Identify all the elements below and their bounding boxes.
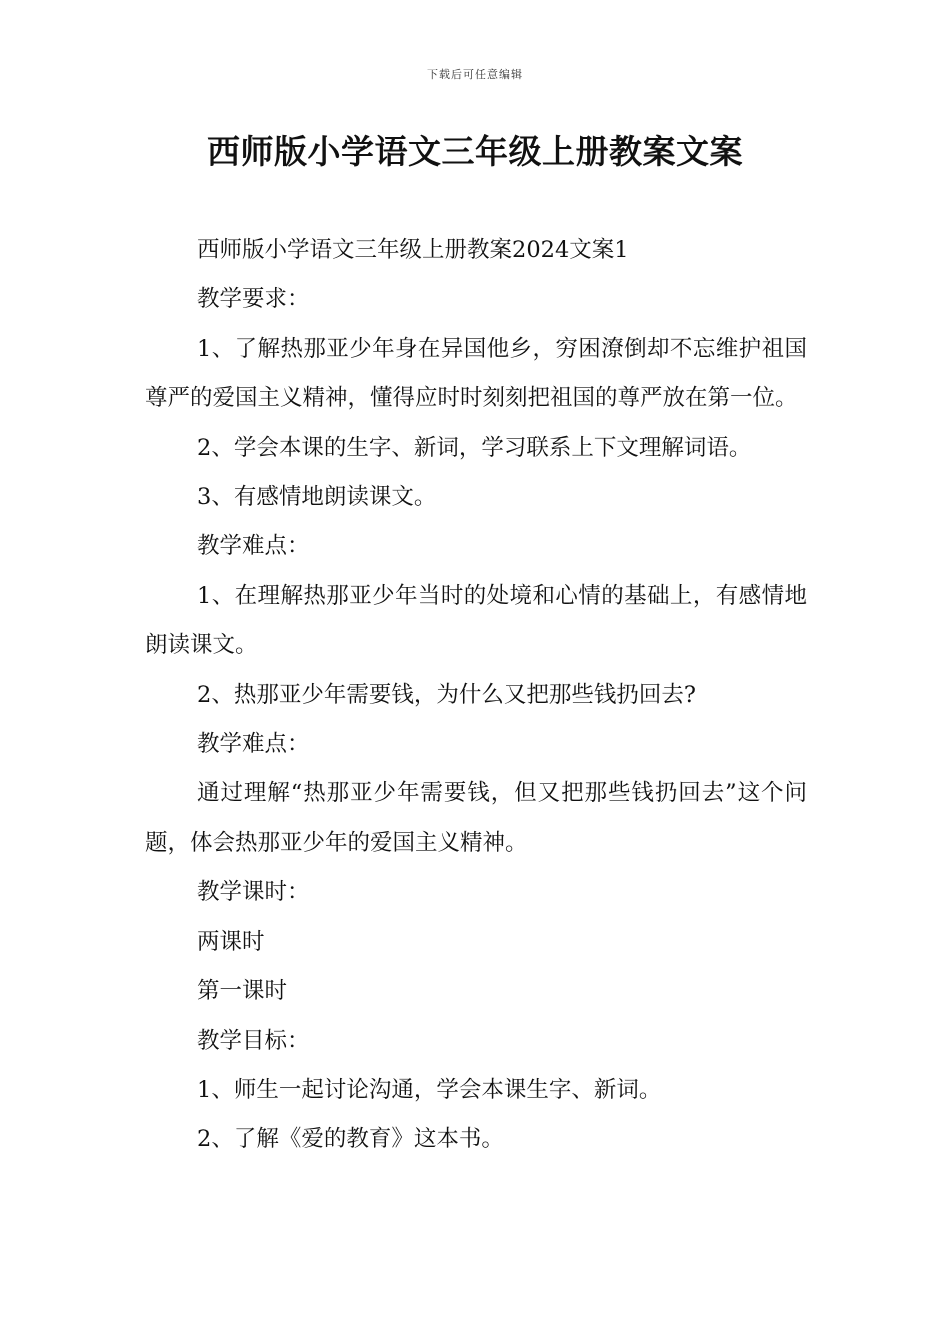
paragraph-requirement-2: 2、学会本课的生字、新词，学习联系上下文理解词语。 bbox=[197, 434, 752, 461]
paragraph-heading-difficulties: 教学难点： bbox=[197, 533, 310, 560]
paragraph-difficulty-2: 2、热那亚少年需要钱，为什么又把那些钱扔回去? bbox=[197, 681, 696, 708]
paragraph-difficulty-detail: 通过理解“热那亚少年需要钱，但又把那些钱扔回去”这个问题，体会热那亚少年的爱国主义精神。 bbox=[145, 780, 807, 856]
paragraph-periods: 两课时 bbox=[197, 928, 265, 955]
paragraph-requirement-3: 3、有感情地朗读课文。 bbox=[197, 484, 437, 511]
document-title: 西师版小学语文三年级上册教案文案 bbox=[207, 132, 743, 171]
paragraph-heading-objectives: 教学目标： bbox=[197, 1027, 310, 1054]
paragraph-heading-difficulties-2: 教学难点： bbox=[197, 731, 310, 758]
document-body bbox=[145, 226, 807, 1165]
paragraph-heading-periods: 教学课时： bbox=[197, 879, 310, 906]
paragraph-subtitle: 西师版小学语文三年级上册教案2024文案1 bbox=[197, 237, 629, 263]
paragraph-requirement-1: 1、了解热那亚少年身在异国他乡，穷困潦倒却不忘维护祖国尊严的爱国主义精神，懂得应时时刻刻把祖国的尊严放在第一位。 bbox=[145, 335, 807, 412]
paragraph-heading-requirements: 教学要求： bbox=[197, 286, 310, 313]
header-note: 下载后可任意编辑 bbox=[427, 68, 523, 81]
paragraph-difficulty-1: 1、在理解热那亚少年当时的处境和心情的基础上，有感情地朗读课文。 bbox=[145, 582, 807, 659]
paragraph-first-period: 第一课时 bbox=[197, 978, 288, 1005]
paragraph-objective-1: 1、师生一起讨论沟通，学会本课生字、新词。 bbox=[197, 1076, 662, 1103]
paragraph-objective-2: 2、了解《爱的教育》这本书。 bbox=[197, 1126, 504, 1153]
